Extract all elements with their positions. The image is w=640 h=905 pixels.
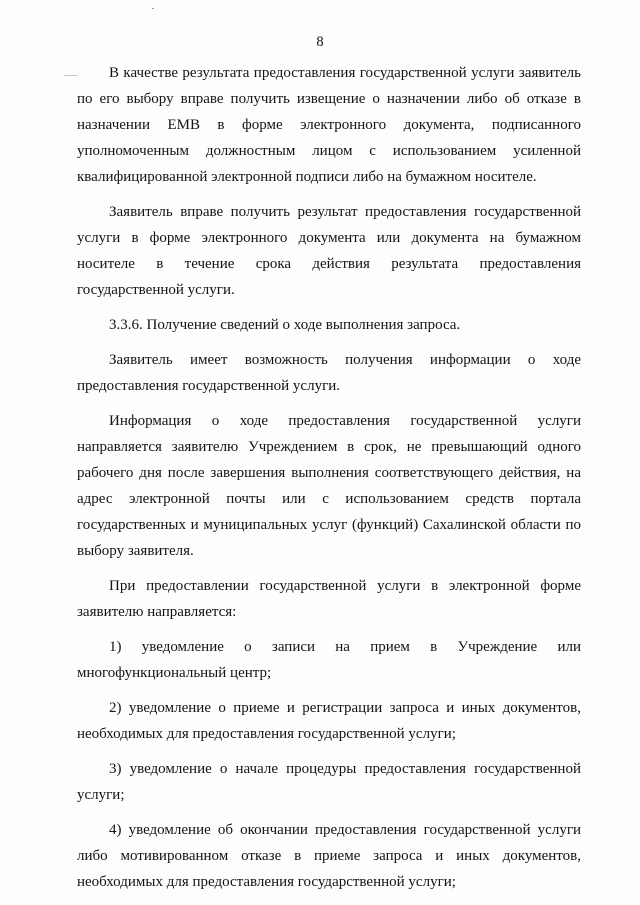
paragraph-result-notice: В качестве результата предоставления государственной услуги заявитель по его выбору вправе получить извещение о назначении либо об отказе в назначении ЕМВ в форме электронного документа, подписанного уполномоченным должностным лицом с использованием усиленной квалифицированной электронной подписи либо на бумажном носителе. — [77, 65, 581, 185]
list-item-2: 2) уведомление о приеме и регистрации запроса и иных документов, необходимых для предоставления государственной услуги; — [77, 700, 581, 742]
list-item-3: 3) уведомление о начале процедуры предоставления государственной услуги; — [77, 761, 581, 803]
document-body — [77, 60, 581, 904]
scan-speck — [64, 75, 78, 76]
paragraph-progress-info: Заявитель имеет возможность получения информации о ходе предоставления государственной услуги. — [77, 352, 581, 394]
page-number: 8 — [316, 34, 324, 50]
paragraph-progress-delivery: Информация о ходе предоставления государственной услуги направляется заявителю Учреждением в срок, не превышающий одного рабочего дня после завершения выполнения соответствующего действия, на адрес электронной почты или с использованием средств портала государственных и муниципальных услуг (функций) Сахалинской области по выбору заявителя. — [77, 413, 581, 559]
paragraph-electronic-notifications: При предоставлении государственной услуги в электронной форме заявителю направляется: — [77, 578, 581, 620]
paragraph-result-form: Заявитель вправе получить результат предоставления государственной услуги в форме электронного документа или документа на бумажном носителе в течение срока действия результата предоставления государственной услуги. — [77, 204, 581, 298]
list-item-4: 4) уведомление об окончании предоставления государственной услуги либо мотивированном отказе в приеме запроса и иных документов, необходимых для предоставления государственной услуги; — [77, 822, 581, 890]
section-heading-3-3-6: 3.3.6. Получение сведений о ходе выполнения запроса. — [109, 317, 461, 333]
list-item-1: 1) уведомление о записи на прием в Учреждение или многофункциональный центр; — [77, 639, 581, 681]
scan-speck — [152, 8, 154, 9]
